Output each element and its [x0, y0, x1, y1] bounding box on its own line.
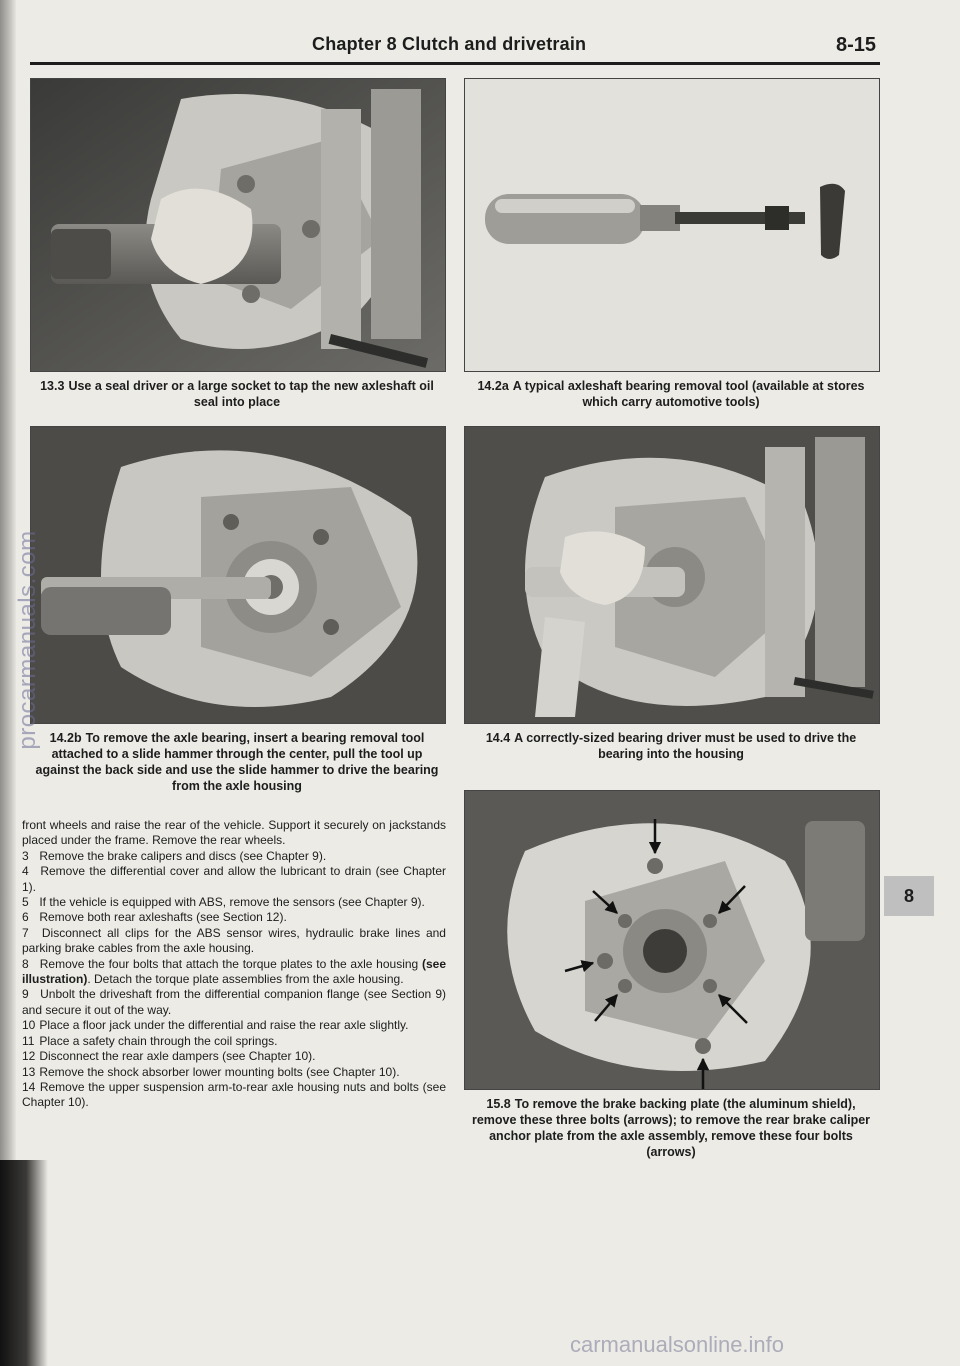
step-text: Remove both rear axleshafts (see Section 12).	[39, 910, 287, 925]
caption-14-2b	[30, 730, 444, 794]
caption-text: To remove the brake backing plate (the aluminum shield), remove these three bolts (arrows); to remove the rear brake caliper anchor plate from the axle assembly, remove these four bolts (arrows)	[471, 1097, 871, 1159]
step-number: 9	[22, 987, 29, 1002]
photo-15-8-brake-backing-plate	[464, 790, 880, 1090]
step-number: 12	[22, 1049, 36, 1064]
step-text: Remove the four bolts that attach the torque plates to the axle housing	[39, 956, 419, 971]
body-intro: front wheels and raise the rear of the vehicle. Support it securely on jackstands placed under the frame. Remove the rear wheels.	[22, 818, 446, 848]
step-text: If the vehicle is equipped with ABS, remove the sensors (see Chapter 9).	[39, 895, 425, 910]
photo-14-4-bearing-driver	[464, 426, 880, 724]
step-4	[22, 864, 446, 895]
step-12	[22, 1049, 446, 1064]
step-text: Place a safety chain through the coil springs.	[39, 1033, 278, 1048]
step-text: Disconnect the rear axle dampers (see Chapter 10).	[39, 1049, 316, 1064]
caption-14-4	[464, 730, 878, 762]
step-number: 11	[22, 1033, 35, 1048]
step-text: Remove the shock absorber lower mounting bolts (see Chapter 10).	[39, 1064, 400, 1079]
caption-number: 14.2a	[477, 379, 509, 393]
caption-text: To remove the axle bearing, insert a bearing removal tool attached to a slide hammer through the center, pull the tool up against the back side and use the slide hammer to drive the bearing from the axle housing	[35, 731, 439, 793]
step-text: Remove the upper suspension arm-to-rear axle housing nuts and bolts (see Chapter 10).	[22, 1079, 446, 1110]
header-rule	[30, 62, 880, 65]
step-10	[22, 1018, 446, 1033]
step-number: 13	[22, 1064, 36, 1079]
caption-15-8	[464, 1096, 878, 1160]
photo-13-3-seal-driver	[30, 78, 446, 372]
caption-number: 15.8	[486, 1097, 511, 1111]
step-14	[22, 1080, 446, 1111]
photo-14-2b-slide-hammer	[30, 426, 446, 724]
body-text	[22, 818, 446, 1111]
step-number: 6	[22, 910, 29, 925]
book-spine-dark-corner	[0, 1160, 48, 1366]
side-watermark-text: procarmanuals.com	[14, 530, 41, 750]
step-text: Unbolt the driveshaft from the differential companion flange (see Section 9) and secure it out of the way.	[22, 987, 446, 1017]
step-number: 10	[22, 1018, 36, 1033]
caption-14-2a	[464, 378, 878, 410]
step-number: 3	[22, 848, 29, 863]
illustration-reference: (see illustration)	[22, 956, 446, 987]
footer-watermark: carmanualsonline.info	[570, 1332, 785, 1357]
caption-text: Use a seal driver or a large socket to tap the new axleshaft oil seal into place	[68, 379, 434, 409]
step-7	[22, 926, 446, 957]
step-8	[22, 957, 446, 988]
step-text: Place a floor jack under the differential and raise the rear axle slightly.	[39, 1018, 409, 1033]
page-number: 8-15	[836, 34, 877, 56]
step-11	[22, 1034, 446, 1049]
step-3	[22, 849, 446, 864]
step-text: Remove the differential cover and allow the lubricant to drain (see Chapter 1).	[22, 864, 446, 894]
step-number: 14	[22, 1079, 36, 1094]
step-6	[22, 910, 446, 925]
side-watermark	[8, 480, 48, 800]
step-5	[22, 895, 446, 910]
step-text-continued: . Detach the torque plate assemblies from the axle housing.	[87, 972, 404, 987]
step-text: Remove the brake calipers and discs (see Chapter 9).	[39, 848, 327, 863]
caption-number: 13.3	[40, 379, 65, 393]
step-number: 4	[22, 864, 29, 879]
step-number: 8	[22, 956, 29, 971]
chapter-thumb-tab: 8	[884, 876, 934, 916]
caption-13-3	[30, 378, 444, 410]
caption-text: A correctly-sized bearing driver must be used to drive the bearing into the housing	[514, 731, 857, 761]
step-9	[22, 987, 446, 1018]
chapter-title: Chapter 8 Clutch and drivetrain	[312, 34, 587, 54]
step-number: 7	[22, 925, 29, 940]
step-number: 5	[22, 895, 29, 910]
step-13	[22, 1065, 446, 1080]
caption-number: 14.4	[485, 731, 511, 745]
caption-text: A typical axleshaft bearing removal tool (available at stores which carry automotive tools)	[512, 379, 865, 409]
photo-14-2a-bearing-removal-tool	[464, 78, 880, 372]
step-text: Disconnect all clips for the ABS sensor wires, hydraulic brake lines and parking brake cables from the axle housing.	[22, 925, 446, 956]
caption-number: 14.2b	[49, 731, 82, 745]
